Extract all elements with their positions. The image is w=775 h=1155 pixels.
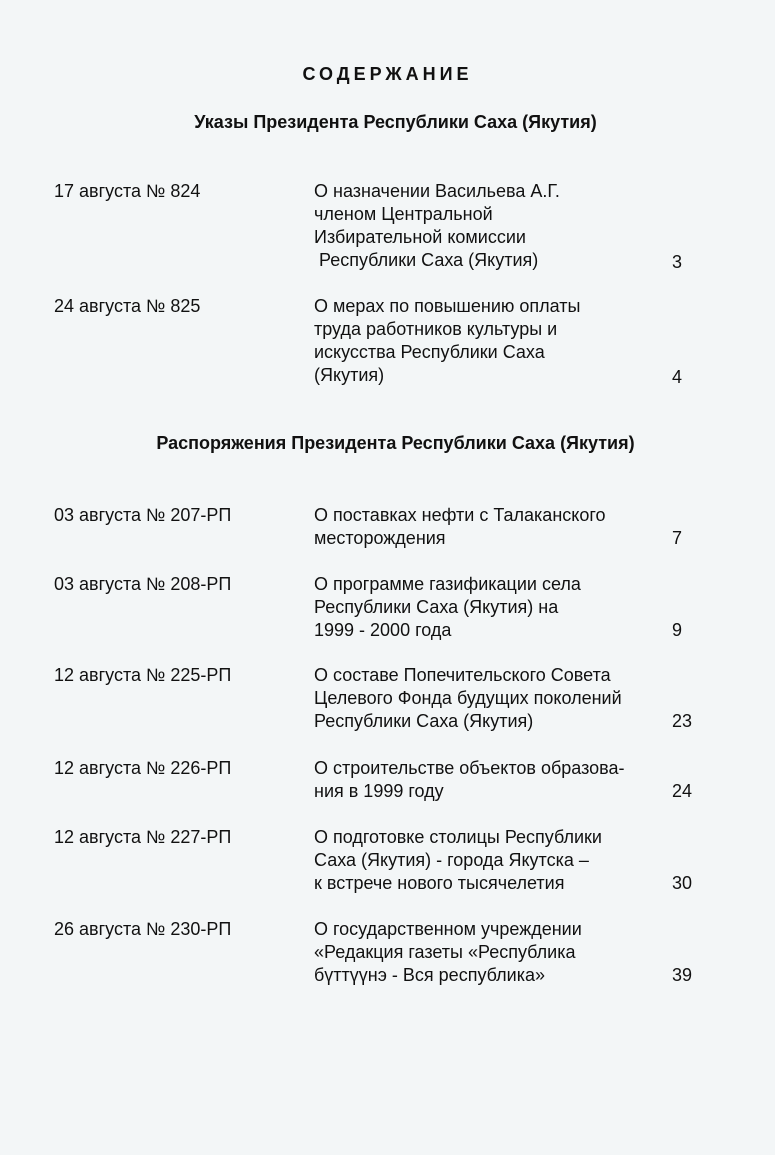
entry-date: 24 августа № 825 bbox=[54, 296, 201, 316]
entry-line: Республики Саха (Якутия) bbox=[314, 250, 539, 270]
entry-description bbox=[314, 573, 664, 642]
entry-page-number: 3 bbox=[672, 252, 683, 272]
entry-description bbox=[314, 180, 664, 272]
entry-line: «Редакция газеты «Республика bbox=[314, 942, 576, 962]
entry-page-number: 9 bbox=[672, 620, 683, 640]
entry-line: Республики Саха (Якутия) на bbox=[314, 597, 559, 617]
entry-page-number: 4 bbox=[672, 367, 683, 387]
entry-description bbox=[314, 504, 664, 550]
page-title: СОДЕРЖАНИЕ bbox=[302, 64, 473, 84]
entry-date: 17 августа № 824 bbox=[54, 181, 201, 201]
entry-date: 12 августа № 227-РП bbox=[54, 827, 232, 847]
entry-line: Саха (Якутия) - города Якутска – bbox=[314, 850, 589, 870]
entry-date: 12 августа № 225-РП bbox=[54, 665, 232, 685]
section-heading-orders: Распоряжения Президента Республики Саха (Якутия) bbox=[156, 433, 635, 453]
entry-line: членом Центральной bbox=[314, 204, 493, 224]
entry-description bbox=[314, 664, 664, 733]
entry-page-number: 24 bbox=[672, 781, 693, 801]
entry-line: труда работников культуры и bbox=[314, 319, 558, 339]
entry-line: ния в 1999 году bbox=[314, 781, 444, 801]
entry-line: Целевого Фонда будущих поколений bbox=[314, 688, 622, 708]
entry-line: О государственном учреждении bbox=[314, 919, 582, 939]
entry-line: О программе газификации села bbox=[314, 574, 581, 594]
entry-line: О составе Попечительского Совета bbox=[314, 665, 611, 685]
entry-date: 12 августа № 226-РП bbox=[54, 758, 232, 778]
entry-page-number: 23 bbox=[672, 711, 693, 731]
entry-description bbox=[314, 918, 664, 987]
entry-line: О поставках нефти с Талаканского bbox=[314, 505, 606, 525]
entry-description bbox=[314, 826, 664, 895]
entry-line: Избирательной комиссии bbox=[314, 227, 526, 247]
entry-line: О строительстве объектов образова- bbox=[314, 758, 625, 778]
entry-line: О назначении Васильева А.Г. bbox=[314, 181, 560, 201]
entry-date: 03 августа № 208-РП bbox=[54, 574, 232, 594]
entry-page-number: 7 bbox=[672, 528, 683, 548]
entry-line: О мерах по повышению оплаты bbox=[314, 296, 581, 316]
entry-line: бүттүүнэ - Вся республика» bbox=[314, 965, 545, 985]
entry-page-number: 39 bbox=[672, 965, 693, 985]
entry-line: к встрече нового тысячелетия bbox=[314, 873, 565, 893]
entry-date: 26 августа № 230-РП bbox=[54, 919, 232, 939]
entry-line: месторождения bbox=[314, 528, 446, 548]
entry-line: 1999 - 2000 года bbox=[314, 620, 452, 640]
entry-line: искусства Республики Саха bbox=[314, 342, 545, 362]
entry-line: Республики Саха (Якутия) bbox=[314, 711, 534, 731]
entry-line: О подготовке столицы Республики bbox=[314, 827, 602, 847]
entry-page-number: 30 bbox=[672, 873, 693, 893]
entry-description bbox=[314, 295, 664, 387]
entry-date: 03 августа № 207-РП bbox=[54, 505, 232, 525]
entry-line: (Якутия) bbox=[314, 365, 385, 385]
entry-description bbox=[314, 757, 664, 803]
section-heading-decrees: Указы Президента Республики Саха (Якутия) bbox=[194, 112, 597, 132]
